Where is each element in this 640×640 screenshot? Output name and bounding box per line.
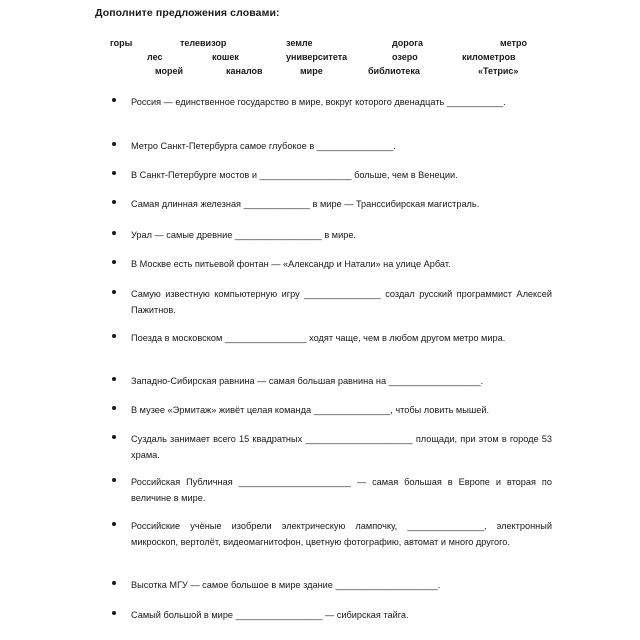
sentence-text: Россия — единственное государство в мире, вокруг которого двенадцать ___________.: [131, 97, 506, 107]
word-bank-item: библиотека: [368, 66, 420, 76]
word-bank-item: «Тетрис»: [478, 66, 519, 76]
sentence-item: [112, 94, 552, 110]
sentence-text: В Санкт-Петербурге мостов и __________________ больше, чем в Венеции.: [131, 170, 458, 180]
sentence-text: Суздаль занимает всего 15 квадратных _____________________ площади, при этом в городе 53 храма.: [131, 434, 552, 460]
sentence-text: Самая длинная железная _____________ в мире — Транссибирская магистраль.: [131, 199, 480, 209]
bullet-icon: [112, 377, 116, 381]
sentence-text: Западно-Сибирская равнина — самая большая равнина на __________________.: [131, 376, 484, 386]
word-bank-item: километров: [462, 52, 516, 62]
bullet-icon: [112, 260, 116, 264]
sentence-item: [112, 167, 552, 183]
sentence-text: Поезда в московском ________________ ходят чаще, чем в любом другом метро мира.: [131, 333, 506, 343]
sentence-text: Самую известную компьютерную игру _______________ создал русский программист Алексей Пажитнов.: [131, 289, 552, 315]
bullet-icon: [112, 231, 116, 235]
sentence-text: Российская Публичная ______________________ — самая большая в Европе и вторая по величине в мире.: [131, 477, 552, 503]
sentence-text: В Москве есть питьевой фонтан — «Александр и Натали» на улице Арбат.: [131, 259, 451, 269]
bullet-icon: [112, 142, 116, 146]
sentence-item: [112, 474, 552, 506]
sentence-item: [112, 227, 552, 243]
word-bank-item: университета: [286, 52, 348, 62]
bullet-icon: [112, 581, 116, 585]
bullet-icon: [112, 435, 116, 439]
word-bank-item: каналов: [226, 66, 263, 76]
sentence-item: [112, 518, 552, 550]
word-bank-item: кошек: [212, 52, 239, 62]
bullet-icon: [112, 290, 116, 294]
sentence-item: [112, 330, 552, 346]
word-bank-item: телевизор: [180, 38, 227, 48]
word-bank-item: метро: [500, 38, 527, 48]
word-bank-item: дорога: [392, 38, 423, 48]
worksheet-title: Дополните предложения словами:: [95, 7, 280, 19]
sentence-item: [112, 256, 552, 272]
word-bank-item: мире: [300, 66, 323, 76]
sentence-item: [112, 138, 552, 154]
bullet-icon: [112, 478, 116, 482]
bullet-icon: [112, 171, 116, 175]
sentence-item: [112, 607, 552, 623]
bullet-icon: [112, 334, 116, 338]
sentence-item: [112, 196, 552, 212]
sentence-text: Российские учёные изобрели электрическую лампочку, _______________, электронный микроскоп, вертолёт, видеомагнитофон, цветную фотографию, автомат и много другого.: [131, 521, 552, 547]
sentence-item: [112, 373, 552, 389]
sentence-text: Метро Санкт-Петербурга самое глубокое в _______________.: [131, 141, 396, 151]
word-bank-item: горы: [110, 38, 133, 48]
sentence-item: [112, 577, 552, 593]
word-bank-item: морей: [155, 66, 184, 76]
sentence-text: Самый большой в мире _________________ — сибирская тайга.: [131, 610, 409, 620]
word-bank-item: земле: [286, 38, 313, 48]
sentence-text: Высотка МГУ — самое большое в мире здание ____________________.: [131, 580, 441, 590]
sentence-item: [112, 286, 552, 318]
bullet-icon: [112, 522, 116, 526]
bullet-icon: [112, 406, 116, 410]
word-bank-item: лес: [147, 52, 163, 62]
sentence-item: [112, 402, 552, 418]
bullet-icon: [112, 611, 116, 615]
word-bank-item: озеро: [392, 52, 418, 62]
sentence-item: [112, 431, 552, 463]
bullet-icon: [112, 200, 116, 204]
sentence-text: Урал — самые древние _________________ в мире.: [131, 230, 356, 240]
sentence-text: В музее «Эрмитаж» живёт целая команда _______________, чтобы ловить мышей.: [131, 405, 490, 415]
bullet-icon: [112, 98, 116, 102]
